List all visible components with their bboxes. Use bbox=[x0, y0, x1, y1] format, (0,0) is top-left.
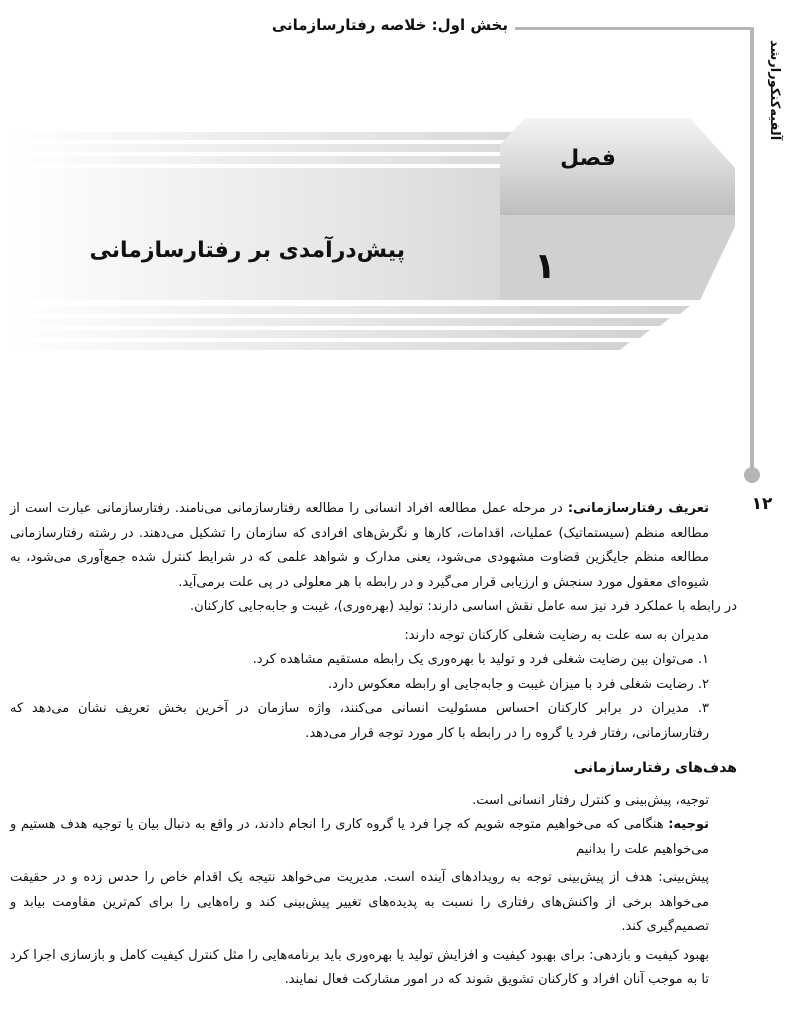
reason-item: ۱. می‌توان بین رضایت شغلی فرد و تولید با بهره‌وری یک رابطه مستقیم مشاهده کرد. bbox=[252, 652, 709, 667]
reason-item: ۲. رضایت شغلی فرد با میزان غیبت و جابه‌جایی او رابطه معکوس دارد. bbox=[328, 676, 709, 692]
chapter-number: ۱ bbox=[534, 246, 556, 287]
performance-paragraph: در رابطه با عملکرد فرد نیز سه عامل نقش اساسی دارند: تولید (بهره‌وری)، غیبت و جابه‌جایی کارکنان. bbox=[190, 599, 737, 614]
margin-rule-end-dot bbox=[744, 467, 760, 483]
section-title: بخش اول: خلاصه رفتارسازمانی bbox=[271, 16, 508, 34]
chapter-banner bbox=[0, 0, 788, 360]
reason-item: ۳. مدیران در برابر کارکنان احساس مسئولیت انسانی می‌کنند، واژه سازمان در آخرین بخش تعریف نشان می‌دهد که رفتارسازمانی، رفتار فرد یا گروه را در رابطه با کار مورد توجه قرار می‌دهد. bbox=[10, 701, 709, 741]
side-brand-label: آلفیه‌کنکور‌ارشد bbox=[767, 40, 782, 141]
definition-text: در مرحله عمل مطالعه افراد انسانی را مطالعه رفتارسازمانی می‌نامند. رفتارسازمانی عبارت است از مطالعه منظم (سیستماتیک) عملیات، اقدامات، کارها و نگرش‌های افرادی که سازمان را تشکیل می‌دهند. در رشته رفتارسازمانی مطالعه منظم جایگزین قضاوت مشهودی می‌شود، یعنی مدارک و شواهد علمی که در شرایط کنترل شده جمع‌آوری می‌شود، به شیوه‌ای معقول مورد سنجش و ارزیابی قرار می‌گیرد و در رابطه با هر معلولی در پی علت برمی‌آید. bbox=[10, 501, 709, 590]
justification-paragraph bbox=[10, 813, 737, 862]
goals-line: توجیه، پیش‌بینی و کنترل رفتار انسانی است. bbox=[472, 792, 709, 808]
prediction-paragraph: پیش‌بینی: هدف از پیش‌بینی توجه به رویدادهای آینده است. مدیریت می‌خواهد نتیجه یک اقدام خاص را حدس زده و در حقیقت می‌خواهد برخی از واکنش‌های رفتاری را نسبت به پدیده‌های تغییر پیش‌بینی کند و راه‌هایی را برای کم‌ترین مقاومت بیابد و تصمیم‌گیری کند. bbox=[10, 870, 709, 934]
chapter-label: فصل bbox=[560, 146, 616, 171]
managers-intro: مدیران به سه علت به رضایت شغلی کارکنان توجه دارند: bbox=[404, 627, 709, 643]
page-number: ۱۲ bbox=[751, 494, 773, 514]
chapter-title: پیش‌درآمدی بر رفتارسازمانی bbox=[89, 238, 405, 263]
definition-term: تعریف رفتارسازمانی: bbox=[567, 501, 709, 516]
justification-text: هنگامی که می‌خواهیم متوجه شویم که چرا فرد یا گروه کاری را انجام دادند، در واقع به دنبال بیان یا توجیه هدف هستیم و می‌خواهیم علت را بدانیم bbox=[10, 817, 709, 857]
justification-term: توجیه: bbox=[668, 817, 709, 832]
goals-heading: هدف‌های رفتارسازمانی bbox=[573, 760, 737, 776]
definition-paragraph bbox=[10, 497, 737, 595]
quality-paragraph: بهبود کیفیت و بازدهی: برای بهبود کیفیت و افزایش تولید یا بهره‌وری باید برنامه‌هایی را مثل کنترل کیفیت کامل و بازسازی اجرا کرد تا به موجب آنان افراد و کارکنان تشویق شوند که در امور مشارکت فعال نمایند. bbox=[10, 947, 709, 987]
body-text bbox=[10, 497, 737, 993]
